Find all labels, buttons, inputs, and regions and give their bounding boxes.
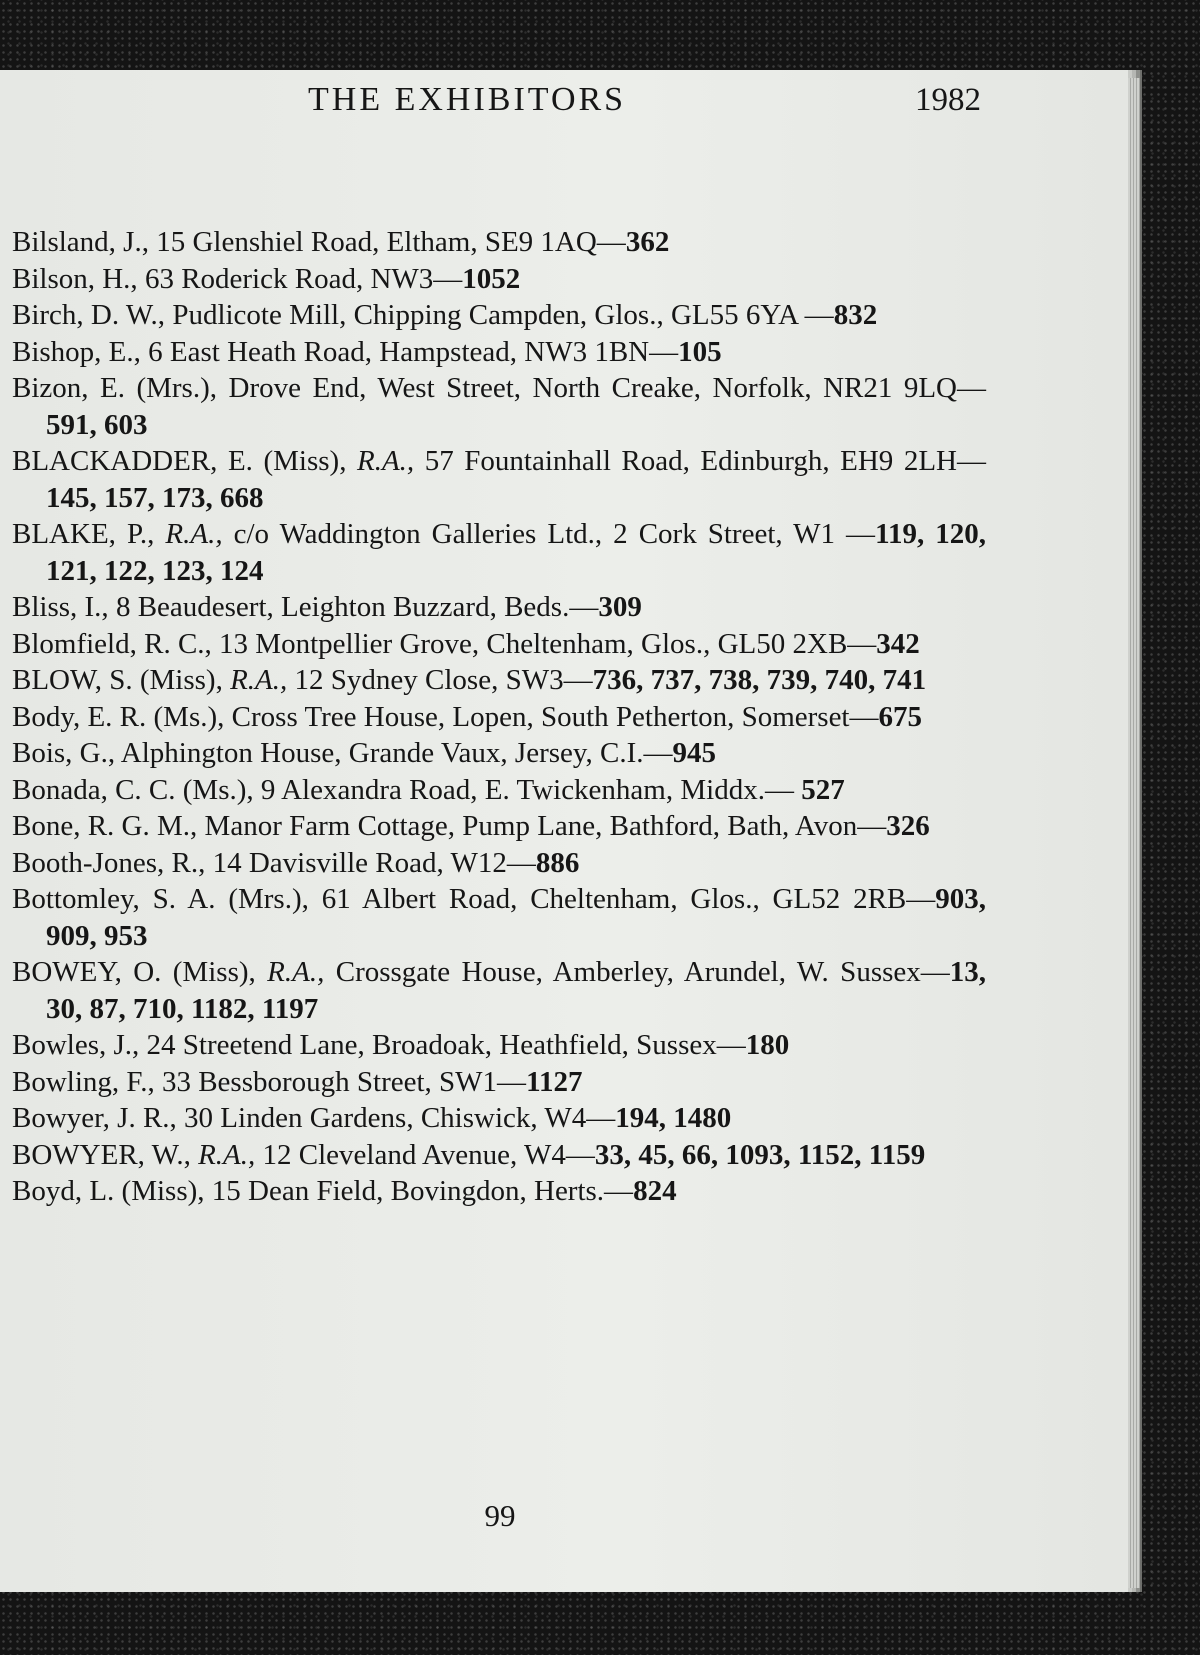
exhibitor-entry: [12, 1027, 986, 1064]
exhibitor-name: Bilsland, J.,: [12, 226, 149, 258]
running-header: [0, 70, 1128, 130]
exhibitor-address: 15 Glenshiel Road, Eltham, SE9 1AQ—: [148, 226, 626, 258]
exhibitor-address: 57 Fountainhall Road, Edinburgh, EH9 2LH—: [414, 445, 986, 477]
exhibitor-name: BOWYER, W.,: [12, 1138, 191, 1171]
exhibitor-entry: [12, 845, 986, 882]
exhibitor-address: Alphington House, Grande Vaux, Jersey, C.I.—: [115, 737, 673, 769]
exhibitor-address: 6 East Heath Road, Hampstead, NW3 1BN—: [140, 335, 679, 368]
catalogue-numbers: 105: [678, 335, 722, 368]
exhibitor-title: R.A.,: [198, 1138, 256, 1171]
exhibitor-entry: [12, 735, 986, 772]
catalogue-numbers: 326: [886, 810, 930, 842]
exhibitor-address: 9 Alexandra Road, E. Twickenham, Middx.—: [253, 773, 802, 806]
exhibitor-entry: [12, 772, 986, 809]
exhibitor-address: 61 Albert Road, Cheltenham, Glos., GL52 2RB—: [308, 883, 936, 915]
exhibitor-name: Body, E. R. (Ms.),: [12, 700, 225, 733]
catalogue-numbers: 194, 1480: [615, 1102, 732, 1134]
catalogue-numbers: 903, 909, 953: [46, 883, 986, 952]
running-year: 1982: [915, 82, 981, 118]
catalogue-numbers: 675: [878, 700, 922, 733]
exhibitor-entry: [12, 516, 986, 589]
running-title: THE EXHIBITORS: [308, 81, 627, 118]
exhibitor-address: 15 Dean Field, Bovingdon, Herts.—: [204, 1175, 634, 1207]
exhibitor-title: R.A.,: [165, 518, 223, 550]
exhibitor-entry: [12, 1100, 986, 1137]
exhibitor-address: Pudlicote Mill, Chipping Campden, Glos., GL55 6YA —: [165, 299, 834, 331]
catalogue-numbers: 309: [598, 591, 642, 623]
exhibitor-name: Bizon, E. (Mrs.),: [12, 372, 218, 404]
exhibitor-address: 30 Linden Gardens, Chiswick, W4—: [176, 1102, 616, 1134]
catalogue-numbers: 886: [535, 846, 580, 879]
catalogue-numbers: 33, 45, 66, 1093, 1152, 1159: [594, 1138, 926, 1171]
catalogue-numbers: 945: [672, 737, 717, 769]
catalogue-numbers: 180: [745, 1029, 790, 1061]
exhibitor-name: Bowyer, J. R.,: [12, 1102, 177, 1134]
exhibitor-address: Manor Farm Cottage, Pump Lane, Bathford, Bath, Avon—: [197, 810, 887, 842]
exhibitor-name: BOWEY, O. (Miss),: [12, 956, 256, 988]
exhibitor-entry: [12, 370, 986, 443]
exhibitor-entry: [12, 881, 986, 954]
exhibitor-entry: [12, 954, 986, 1027]
catalogue-numbers: 119, 120, 121, 122, 123, 124: [46, 518, 987, 587]
exhibitor-title: R.A.,: [267, 956, 325, 988]
exhibitor-entry: [12, 443, 986, 516]
exhibitor-name: BLACKADDER, E. (Miss),: [12, 445, 347, 477]
catalogue-numbers: 527: [801, 773, 845, 806]
exhibitor-address: 14 Davisville Road, W12—: [205, 846, 536, 879]
catalogue-numbers: 824: [633, 1175, 677, 1207]
exhibitor-entry: [12, 808, 986, 845]
catalogue-numbers: 1052: [462, 262, 521, 295]
exhibitor-entry: [12, 626, 986, 663]
exhibitor-entry: [12, 261, 986, 298]
exhibitor-entry: [12, 589, 986, 626]
exhibitor-entry: [12, 1173, 986, 1210]
exhibitor-address: Crossgate House, Amberley, Arundel, W. Sussex—: [324, 956, 950, 988]
exhibitor-entry: [12, 334, 986, 371]
exhibitor-entry: [12, 1137, 986, 1174]
exhibitor-name: Blomfield, R. C.,: [12, 627, 212, 660]
page-number: 99: [484, 1498, 516, 1533]
exhibitor-entry: [12, 224, 986, 261]
exhibitor-name: Bois, G.,: [12, 737, 116, 769]
exhibitor-address: 33 Bessborough Street, SW1—: [154, 1065, 527, 1098]
catalogue-numbers: 342: [876, 627, 920, 660]
exhibitor-address: Cross Tree House, Lopen, South Petherton, Somerset—: [224, 700, 879, 733]
exhibitor-address: 12 Cleveland Avenue, W4—: [255, 1138, 595, 1171]
catalogue-numbers: 13, 30, 87, 710, 1182, 1197: [46, 956, 987, 1025]
exhibitor-entry: [12, 1064, 986, 1101]
exhibitor-address: 8 Beaudesert, Leighton Buzzard, Beds.—: [108, 591, 599, 623]
exhibitor-name: BLOW, S. (Miss),: [12, 664, 223, 696]
exhibitor-address: 12 Sydney Close, SW3—: [287, 664, 593, 696]
exhibitor-name: Bone, R. G. M.,: [12, 810, 198, 842]
exhibitor-name: Bowling, F.,: [12, 1065, 155, 1098]
exhibitor-name: Bishop, E.,: [12, 335, 141, 368]
exhibitor-list: [12, 224, 986, 1210]
exhibitor-entry: [12, 699, 986, 736]
exhibitor-name: Bliss, I.,: [12, 591, 109, 623]
catalogue-numbers: 1127: [526, 1065, 583, 1098]
exhibitor-name: Bilson, H.,: [12, 262, 138, 295]
catalogue-numbers: 591, 603: [46, 408, 148, 441]
exhibitor-address: Drove End, West Street, North Creake, Norfolk, NR21 9LQ—: [217, 372, 986, 404]
exhibitor-address: 13 Montpellier Grove, Cheltenham, Glos., GL50 2XB—: [211, 627, 877, 660]
catalogue-numbers: 736, 737, 738, 739, 740, 741: [592, 664, 927, 696]
exhibitor-name: Birch, D. W.,: [12, 299, 166, 331]
exhibitor-address: 63 Roderick Road, NW3—: [137, 262, 463, 295]
exhibitor-address: c/o Waddington Galleries Ltd., 2 Cork Street, W1 —: [222, 518, 876, 550]
catalogue-numbers: 832: [833, 299, 878, 331]
catalogue-numbers: 362: [625, 226, 670, 258]
exhibitor-name: Bonada, C. C. (Ms.),: [12, 773, 254, 806]
exhibitor-title: R.A.,: [357, 445, 415, 477]
exhibitor-name: Booth-Jones, R.,: [12, 846, 206, 879]
exhibitor-address: 24 Streetend Lane, Broadoak, Heathfield, Sussex—: [139, 1029, 746, 1061]
catalogue-numbers: 145, 157, 173, 668: [46, 481, 264, 514]
exhibitor-entry: [12, 297, 986, 334]
exhibitor-name: Bowles, J.,: [12, 1029, 140, 1061]
exhibitor-name: Bottomley, S. A. (Mrs.),: [12, 883, 309, 915]
exhibitor-name: BLAKE, P.,: [12, 518, 155, 550]
exhibitor-name: Boyd, L. (Miss),: [12, 1175, 205, 1207]
exhibitor-entry: [12, 662, 986, 699]
exhibitor-title: R.A.,: [230, 664, 288, 696]
page-edge: [1128, 78, 1140, 1588]
